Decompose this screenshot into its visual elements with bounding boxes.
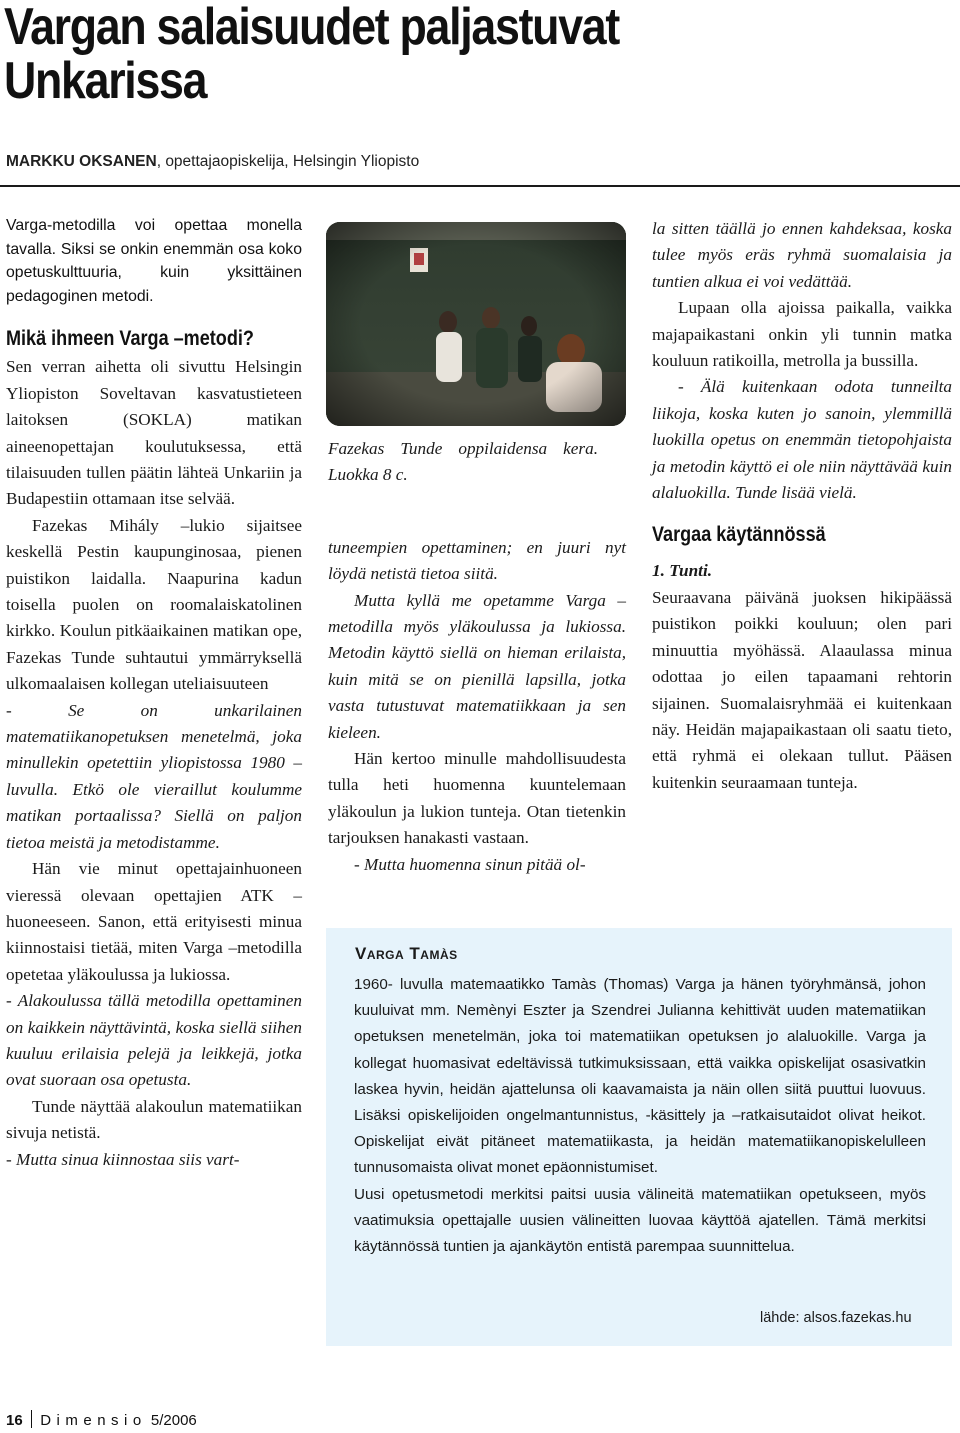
sidebar-text — [354, 972, 926, 1260]
sidebar-paragraph: Uusi opetusmetodi merkitsi paitsi uusia välineitä matematiikan opetukseen, myös vaatimuksia opettajalle uusien välineitten luovaa käyttöä ajatellen. Tämä merkitsi käytännössä tuntien ja ajankäytön entistä parempaa suunnittelua. — [354, 1185, 926, 1256]
quote-paragraph: Mutta kyllä me opetamme Varga –metodilla myös yläkoulussa ja lukiossa. Metodin käyttö siellä on hieman erilaista, kuin mitä se on pienillä lapsilla, jotka vasta tutustuvat matematiikkaan ja sen kieleen. — [328, 590, 626, 742]
quote-paragraph: - Alakoulussa tällä metodilla opettaminen on kaikkein näyttävintä, koska siellä siihen kuuluu erilaisia pelejä ja leikkejä, jotka ovat suoraan osa opetusta. — [6, 991, 302, 1090]
subhead-practice: Vargaa käytännössä — [652, 523, 826, 547]
header-rule — [0, 185, 960, 187]
classroom-photo — [326, 222, 626, 426]
quote-paragraph: la sitten täällä jo ennen kahdeksaa, koska tulee myös eräs ryhmä suomalaisia ja tuntien alkua ei voi vedättää. — [652, 219, 952, 291]
classroom-photo-image — [326, 222, 626, 426]
sidebar-source: lähde: alsos.fazekas.hu — [760, 1310, 912, 1326]
paragraph: Fazekas Mihály –lukio sijaitsee keskellä Pestin kaupunginosaa, pienen puistikon laidalla. Naapurina kadun toisella puolen on roomalaiskatolinen kirkko. Koulun pitkäaikainen matikan ope, Fazekas Tunde suhtautui ymmärryksellä ulkomaalaisen kollegan uteliaisuuteen — [6, 515, 302, 694]
lead-paragraph: Varga-metodilla voi opettaa monella tavalla. Siksi se onkin enemmän osa koko opetuskulttuuria, kuin yksittäinen pedagoginen metodi. — [6, 217, 302, 305]
paragraph: Hän kertoo minulle mahdollisuudesta tulla heti huomenna kuuntelemaan yläkoulun ja lukion tunteja. Otan tietenkin tarjouksen hanakasti vastaan. — [328, 749, 626, 848]
page-footer — [6, 1410, 197, 1429]
byline — [6, 152, 419, 172]
paragraph: Seuraavana päivänä juoksen hikipäässä puistikon poikki kouluun; olen pari minuuttia myöhässä. Alaaulassa minua odottaa jo eilen tapaamani rehtorin sijainen. Suomalaisryhmää ei kuitenkaan näy. Heidän majapaikastaan oli saatu tieto, että ryhmä ei olekaan tullut. Pääsen kuitenkin seuraamaan tunteja. — [652, 587, 952, 792]
author-role: , opettajaopiskelija, Helsingin Yliopisto — [156, 153, 420, 170]
subhead-varga-method: Mikä ihmeen Varga –metodi? — [6, 327, 254, 351]
author-name: MARKKU OKSANEN — [6, 153, 157, 170]
lesson-heading: 1. Tunti. — [652, 561, 713, 581]
quote-paragraph: - Älä kuitenkaan odota tunneilta liikoja, koska kuten jo sanoin, ylemmillä luokilla opetus on enemmän tietopohjaista ja metodin käyttö ei ole niin näyttävää kuin alaluokilla. Tunde lisää vielä. — [652, 377, 952, 503]
paragraph: Sen verran aihetta oli sivuttu Helsingin Yliopiston Soveltavan kasvatustieteen laitoksen (SOKLA) matikan aineenopettajan koulutuksessa, että tilaisuuden tullen päätin lähteä Unkariin ja Budapestiin ottamaan itse selvää. — [6, 357, 302, 509]
photo-caption: Fazekas Tunde oppilaidensa kera. Luokka 8 c. — [328, 439, 598, 485]
column-1 — [6, 214, 302, 1173]
quote-paragraph: tuneempien opettaminen; en juuri nyt löydä netistä tietoa siitä. — [328, 537, 626, 584]
sidebar-paragraph: 1960- luvulla matemaatikko Tamàs (Thomas) Varga ja hänen työryhmänsä, johon kuuluivat mm. Nemènyi Eszter ja Szendrei Julianna kehittivät uuden matematiikan opetuksen menetelmän, joka toi matematiikan opetuksen jo alaluokille. Varga ja kollegat huomasivat edeltävissä tutkimuksissaan, että vaikka opiskelijat osasivatkin laskea hyvin, heidän ajattelunsa oli kaavamaista ja näin ollen siitä puuttui luovuus. Lisäksi opiskelijoiden ongelmantunnistus, -käsittely ja –ratkaisutaidot olivat heikot. Opiskelijat eivät pitäneet matematiikasta, ja heidän matematiikanopiskelulleen tunnusomaista olivat monet epäonnistumiset. — [354, 976, 926, 1177]
quote-paragraph: - Mutta huomenna sinun pitää ol- — [354, 854, 586, 874]
quote-paragraph: - Mutta sinua kiinnostaa siis vart- — [6, 1149, 240, 1169]
column-2 — [328, 436, 626, 878]
issue-number: 5/2006 — [150, 1412, 197, 1429]
article-title: Vargan salaisuudet paljastuvat Unkarissa — [4, 0, 619, 110]
magazine-name: Dimensio — [40, 1412, 147, 1429]
footer-divider — [31, 1410, 33, 1428]
paragraph: Tunde näyttää alakoulun matematiikan sivuja netistä. — [6, 1096, 302, 1143]
paragraph: Lupaan olla ajoissa paikalla, vaikka majapaikastani onkin yli tunnin matka kouluun ratikoilla, metrolla ja bussilla. — [652, 298, 952, 371]
sidebar-title: Varga Tamàs — [355, 944, 458, 963]
column-3 — [652, 216, 952, 796]
paragraph: Hän vie minut opettajainhuoneen vieressä olevaan opettajien ATK –huoneeseen. Sanon, että erityisesti minua kiinnostaisi tietää, miten Varga –metodilla opetetaa yläkoulussa ja lukiossa. — [6, 859, 302, 984]
quote-paragraph: - Se on unkarilainen matematiikanopetuksen menetelmä, joka minullekin opetettiin yliopistossa 1980 –luvulla. Etkö ole vieraillut koulumme matikan portaalissa? Siellä on paljon tietoa meistä ja metodistamme. — [6, 700, 302, 852]
page-number: 16 — [6, 1412, 23, 1429]
